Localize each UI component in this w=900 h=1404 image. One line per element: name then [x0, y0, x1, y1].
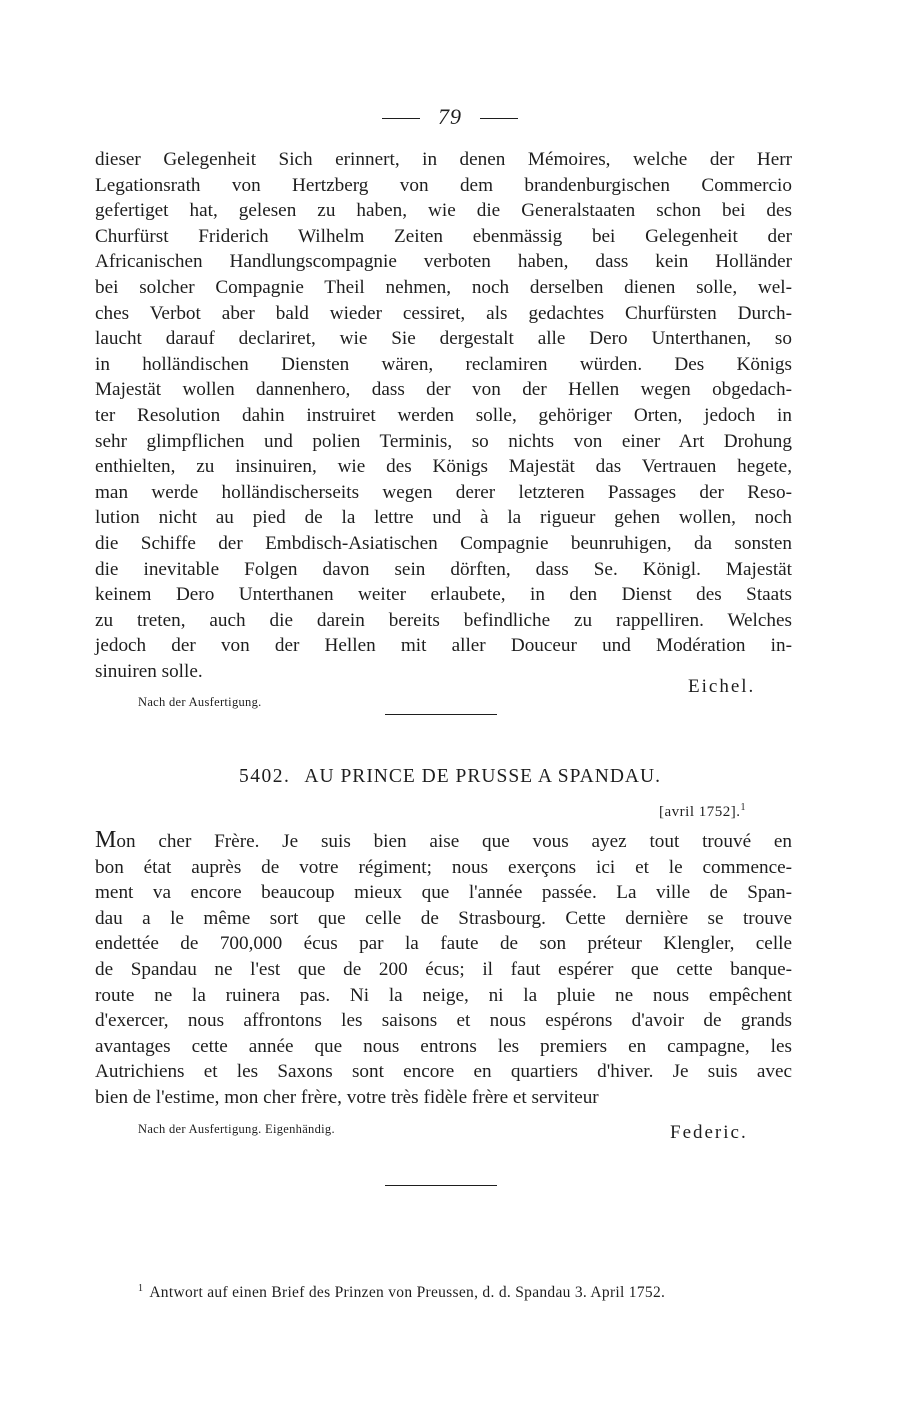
letter-heading: [0, 766, 900, 788]
text-line: bon état auprès de votre régiment; nous exerçons ici et le commence-: [95, 856, 792, 878]
text-line: man werde holländischerseits wegen derer letzteren Passages der Reso-: [95, 481, 792, 503]
text-line: ches Verbot aber bald wieder cessiret, als gedachtes Churfürsten Durch-: [95, 302, 792, 324]
date-text: [avril 1752].: [659, 804, 741, 820]
section-divider: [385, 714, 497, 715]
text-line: route ne la ruinera pas. Ni la neige, ni la pluie ne nous empêchent: [95, 984, 792, 1006]
text-line: die Schiffe der Embdisch-Asiatischen Compagnie beunruhigen, da sonsten: [95, 532, 792, 554]
text-line: d'exercer, nous affrontons les saisons et nous espérons d'avoir de grands: [95, 1010, 792, 1032]
text-line: sehr glimpflichen und polien Terminis, so nichts von einer Art Drohung: [95, 430, 792, 452]
page-header: [0, 104, 900, 130]
text-line: ment va encore beaucoup mieux que l'année passée. La ville de Span-: [95, 882, 792, 904]
text-line: Legationsrath von Hertzberg von dem brandenburgischen Commercio: [95, 174, 792, 196]
footnote: [138, 1283, 665, 1302]
source-note: Nach der Ausfertigung.: [138, 695, 262, 709]
page-number: 79: [438, 104, 462, 129]
text-line: in holländischen Diensten wären, reclamiren würden. Des Königs: [95, 353, 792, 375]
letter-title: AU PRINCE DE PRUSSE A SPANDAU.: [304, 766, 661, 787]
text-line: lution nicht au pied de la lettre und à la rigueur gehen wollen, noch: [95, 507, 792, 529]
text-line: Majestät wollen dannenhero, dass der von der Hellen wegen obgedach-: [95, 379, 792, 401]
text-line: endettée de 700,000 écus par la faute de son préteur Klengler, celle: [95, 933, 792, 955]
text-line: de Spandau ne l'est que de 200 écus; il faut espérer que cette banque-: [95, 958, 792, 980]
text-line: keinem Dero Unterthanen weiter erlaubete, in den Dienst des Staats: [95, 584, 792, 606]
text-line: sinuiren solle.: [95, 660, 203, 682]
text-line: Churfürst Friderich Wilhelm Zeiten ebenmässig bei Gelegenheit der: [95, 225, 792, 247]
text-line: Autrichiens et les Saxons sont encore en quartiers d'hiver. Je suis avec: [95, 1061, 792, 1083]
text-line: bien de l'estime, mon cher frère, votre très fidèle frère et serviteur: [95, 1086, 599, 1108]
text-line: jedoch der von der Hellen mit aller Douceur und Modération in-: [95, 635, 792, 657]
text-line: ter Resolution dahin instruiret werden solle, gehöriger Orten, jedoch in: [95, 404, 792, 426]
text-line: Africanischen Handlungscompagnie verboten haben, dass kein Holländer: [95, 251, 792, 273]
footnote-text: Antwort auf einen Brief des Prinzen von Preussen, d. d. Spandau 3. April 1752.: [149, 1284, 666, 1302]
letter-number: 5402.: [239, 766, 291, 787]
footnote-ref: 1: [740, 802, 746, 813]
signature-federic: Federic.: [670, 1122, 748, 1143]
opening-initial: M: [95, 827, 117, 853]
text-line: avantages cette année que nous entrons les premiers en campagne, les: [95, 1035, 792, 1057]
text-line: bei solcher Compagnie Theil nehmen, noch derselben dienen solle, wel-: [95, 276, 792, 298]
header-dash-left: [382, 118, 420, 119]
text-line: enthielten, zu insinuiren, wie des Königs Majestät das Vertrauen hegete,: [95, 456, 792, 478]
text-line: laucht darauf declariret, wie Sie dergestalt alle Dero Unterthanen, so: [95, 328, 792, 350]
letter-body-5402: [95, 828, 792, 1111]
signature-eichel: Eichel.: [688, 676, 756, 697]
footnote-divider: [385, 1185, 497, 1186]
source-note: Nach der Ausfertigung. Eigenhändig.: [138, 1122, 335, 1136]
text-line: gefertiget hat, gelesen zu haben, wie die Generalstaaten schon bei des: [95, 200, 792, 222]
footnote-mark: 1: [138, 1283, 144, 1294]
first-line-text: on cher Frère. Je suis bien aise que vous ayez tout trouvé en: [116, 831, 792, 852]
header-dash-right: [480, 118, 518, 119]
text-line: [95, 828, 792, 855]
letter-date: [659, 802, 746, 821]
text-line: zu treten, auch die darein bereits befindliche zu rappelliren. Welches: [95, 609, 792, 631]
text-line: dau a le même sort que celle de Strasbourg. Cette dernière se trouve: [95, 907, 792, 929]
text-line: die inevitable Folgen davon sein dörften, dass Se. Königl. Majestät: [95, 558, 792, 580]
letter-body-5401: [95, 147, 792, 684]
text-line: dieser Gelegenheit Sich erinnert, in denen Mémoires, welche der Herr: [95, 149, 792, 170]
